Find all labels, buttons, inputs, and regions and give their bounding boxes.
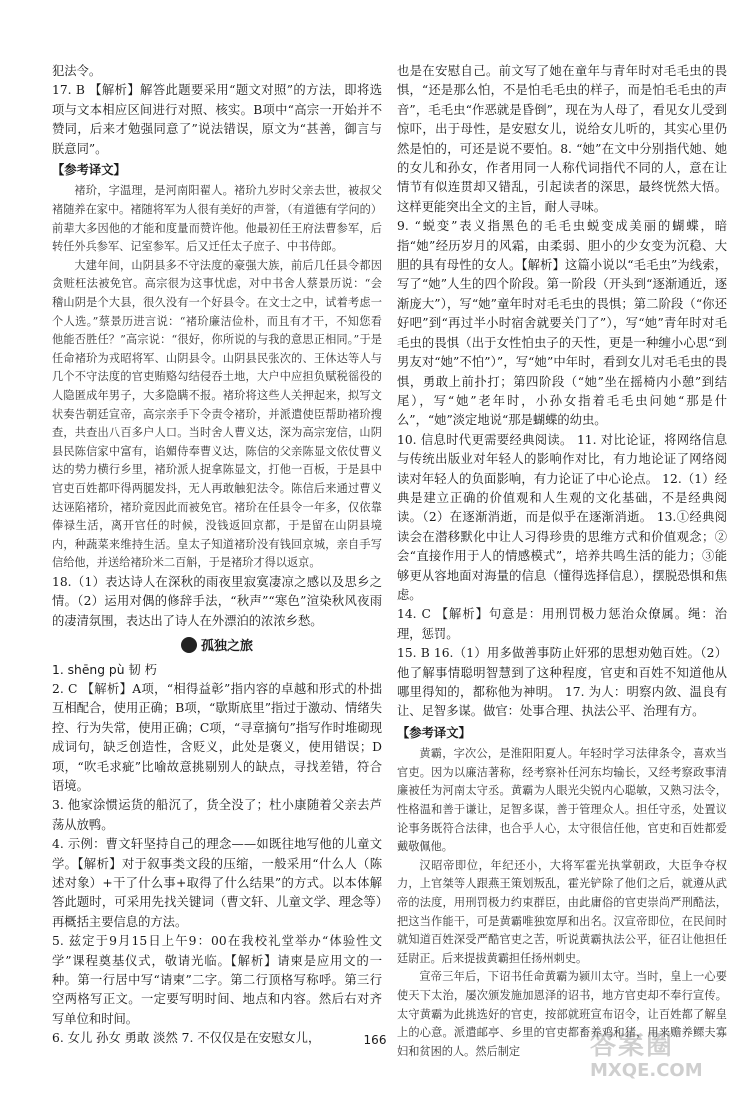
translation-paragraph-2: 大建年间，山阴县多不守法度的豪强大族，前后几任县令都因贪赃枉法被免官。高宗很为这事忧虑，对中书舍人蔡景历说：“会稽山阴是个大县，很久没有一个好县令。在文士之中，试着考虑一个人选。”蔡景历进言说：“褚玠廉洁俭朴，而且有才干，不知您看他能否胜任？”高宗说：“很好，你所说的与我的意思正相同。”于是任命褚玠为戎昭将军、山阴县令。山阴县民张次的、王休达等人与几个不守法度的官吏贿赂勾结侵吞土地，大户中应担负赋税徭役的人隐匿成年男子，大多隐瞒不报。褚玠将这些人关押起来，拟写文状奏告朝廷宣帝，高宗亲手下令责令褚玠，并派遣使臣帮助褚玠搜查，共查出八百多户人口。当时舍人曹义达，深为高宗宠信，山阴县民陈信家中富有，谄媚侍奉曹义达，陈信的父亲陈显文依仗曹义达的势力横行乡里，褚玠派人捉拿陈显文，打他一百板，于是县中官吏百姓都吓得两腿发抖，无人再敢触犯法令。陈信后来通过曹义达诬陷褚玠，褚玠竟因此而被免官。褚玠在任县令一年多，仅依靠俸禄生活，离开官任的时候，没钱返回京都，于是留在山阴县境内，种蔬菜来维持生活。皇太子知道褚玠没有钱回京城，亲自手写信给他，并送给褚玠米二百斛，于是褚玠才得以返京。: [52, 258, 382, 570]
lesson-number-icon: [181, 637, 197, 653]
watermark-logo: 答案圈: [590, 1031, 675, 1061]
left-column: [52, 62, 382, 1049]
answer-15-17: 15. B 16.（1）用多做善事防止奸邪的思想劝勉百姓。（2）他了解事情聪明智慧到了这种程度，官吏和百姓不知道他从哪里得知的，都称他为神明。 17. 为人：明察内敛、温良有让、足智多谋。做官：处事合理、执法公平、治理有方。: [397, 646, 727, 719]
right-column: [397, 62, 727, 1061]
answer-2: 2. C 【解析】A项，“相得益彰”指内容的卓越和形式的朴拙互相配合，使用正确；B项，“歇斯底里”指过于激动、情绪失控、行为失常，使用正确；C项，“寻章摘句”指写作时堆砌现成词句，缺乏创造性，含贬义，此处是褒义，使用错误；D项，“吹毛求疵”比喻故意挑剔别人的缺点，寻找差错，符合语境。: [52, 681, 382, 793]
answer-7-continued: 也是在安慰自己。前文写了她在童年与青年时对毛毛虫的畏惧，“还是那么怕，不是怕毛毛虫的样子，而是怕毛毛虫的声音”，毛毛虫“作恶就是昏倒”，现在为人母了，看见女儿受到惊吓，出于母性，是安慰女儿，说给女儿听的，其实心里仍然是怕的，可还是说不要怕。8. “她”在文中分别指代她、她的女儿和孙女，作者用同一人称代词指代不同的人，意在让情节有似连贯却又错乱，引起读者的深思，最终恍然大悟。这样更能突出全文的主旨，耐人寻味。: [397, 64, 727, 214]
translation-paragraph-5: 宣帝三年后，下诏书任命黄霸为颍川太守。当时，皇上一心要使天下太治，屡次颁发施加恩泽的诏书，地方官吏却不奉行宣传。太守黄霸为此挑选好的官吏，按部就班宣布诏令，让百姓都了解皇上的心意。派遣邮亭、乡里的官吏都畜养鸡和猪，用来赡养鳏夫寡妇和贫困的人。然后制定: [397, 970, 727, 1058]
watermark-url: MXQE.COM: [590, 1060, 703, 1081]
section-title: 孤独之旅: [52, 637, 382, 656]
paragraph-top: 犯法令。: [52, 64, 102, 78]
answer-5: 5. 兹定于9月15日上午9：00在我校礼堂举办“体验性文学”课程奠基仪式，敬请光临。【解析】请柬是应用文的一种。第一行居中写“请柬”二字。第二行顶格写称呼。第三行空两格写正文。一定要写明时间、地点和内容。然后右对齐写单位和时间。: [52, 934, 382, 1026]
reference-translation-label-2: 【参考译文】: [397, 725, 471, 740]
answer-14: 14. C 【解析】句意是：用刑罚极力惩治众僚属。绳：治理，惩罚。: [397, 607, 727, 641]
translation-paragraph-4: 汉昭帝即位，年纪还小，大将军霍光执掌朝政，大臣争夺权力，上官桀等人跟燕王策划叛乱，霍光铲除了他们之后，就遵从武帝的法度，用刑罚极力约束群臣，由此庸俗的官吏崇尚严刑酷法，把这当作能干，可是黄霸唯独宽厚和出名。汉宣帝即位，在民间时就知道百姓深受严酷官吏之苦，听说黄霸执法公平，征召让他担任廷尉正。后来提拔黄霸担任扬州刺史。: [397, 858, 727, 965]
translation-paragraph-1: 褚玠，字温理，是河南阳翟人。褚玠九岁时父亲去世，被叔父褚随养在家中。褚随将军为人很有美好的声誉，（有道德有学问的）前辈大多因他的才能和度量而赞许他。他最初任王府法曹参军，后转任外兵参军、记室参军。后又迁任太子庶子、中书侍郎。: [52, 184, 383, 254]
page-number: 166: [363, 1033, 387, 1047]
answer-10-13: 10. 信息时代更需要经典阅读。 11. 对比论证，将网络信息与传统出版业对年轻人的影响作对比，有力地论证了网络阅读对年轻人的负面影响，有力论证了中心论点。 12.（1）经典是建立正确的价值观和人生观的文化基础，不是经典阅读。（2）在逐渐消逝，而是似乎在逐渐消逝。 13.①经典阅读会在潜移默化中让人习得珍贵的思维方式和价值观念；②会“直接作用于人的情感模式”，培养共鸣生活的能力；③能够更从容地面对海量的信息（懂得选择信息），摆脱恐惧和焦虑。: [397, 432, 727, 602]
answer-1: 1. shēng pù 韧 朽: [52, 662, 157, 677]
answer-6-7: 6. 女儿 孙女 勇敢 淡然 7. 不仅仅是在安慰女儿，: [52, 1031, 321, 1046]
reference-translation-label: 【参考译文】: [52, 163, 126, 178]
answer-9: 9. “蜕变”表义指黑色的毛毛虫蜕变成美丽的蝴蝶，暗指“她”经历岁月的风霜，由柔弱、胆小的少女变为沉稳、大胆的具有母性的女人。【解析】这篇小说以“毛毛虫”为线索，写了“她”人生的四个阶段。第一阶段（开头到“逐渐通近，逐渐庞大”），写“她”童年时对毛毛虫的畏惧；第二阶段（“你还好吧”到“再过半小时宿舍就要关门了”），写“她”青年时对毛毛虫的畏惧（出于女性怕虫子的天性，更是一种缠小心思“到男友对“她”不怕”）”，写“她”中年时，看到女儿对毛毛虫的畏惧，勇敢上前扑打；第四阶段（“她”坐在摇椅内小憩”到结尾），写“她”老年时，小孙女指着毛毛虫问她“那是什么”，“她”淡定地说“那是蝴蝶的幼虫。: [397, 219, 727, 428]
answer-17: 17. B 【解析】解答此题要采用“题文对照”的方法，即将选项与文本相应区间进行对照、核实。B项中“高宗一开始并不赞同，后来才勉强同意了”说法错误，原文为“甚善，御言与朕意同”。: [52, 83, 382, 156]
answer-18: 18.（1）表达诗人在深秋的雨夜里寂寞凄凉之感以及思乡之情。（2）运用对偶的修辞手法，“秋声”“寒色”渲染秋风夜雨的凄清氛围，表达出了诗人在外漂泊的浓浓乡愁。: [52, 574, 382, 628]
answer-4: 4. 示例：曹文轩坚持自己的理念——如既往地写他的儿童文学。【解析】对于叙事类文段的压缩，一般采用“什么人（陈述对象）+干了什么事+取得了什么结果”的方式。以本体解答此题时，可采用先找关键词（曹文轩、儿童文学、理念等）再概括主要信息的方法。: [52, 837, 382, 929]
answer-3: 3. 他家涂惯运货的船沉了，货全没了；杜小康随着父亲去芦荡从放鸭。: [52, 798, 382, 832]
translation-paragraph-3: 黄霸，字次公，是淮阳阳夏人。年轻时学习法律条令，喜欢当官吏。因为以廉洁著称，经考察补任河东均输长，又经考察政事清廉被任为河南太守丞。黄霸为人眼光尖锐内心聪敏，又熟习法令，性格温和善于谦让，足智多谋，善于管理众人。担任守丞，处置议论事务既符合法律，也合乎人心，太守很信任他，官吏和百姓都爱戴敬佩他。: [397, 747, 727, 854]
watermark: [590, 1025, 740, 1091]
